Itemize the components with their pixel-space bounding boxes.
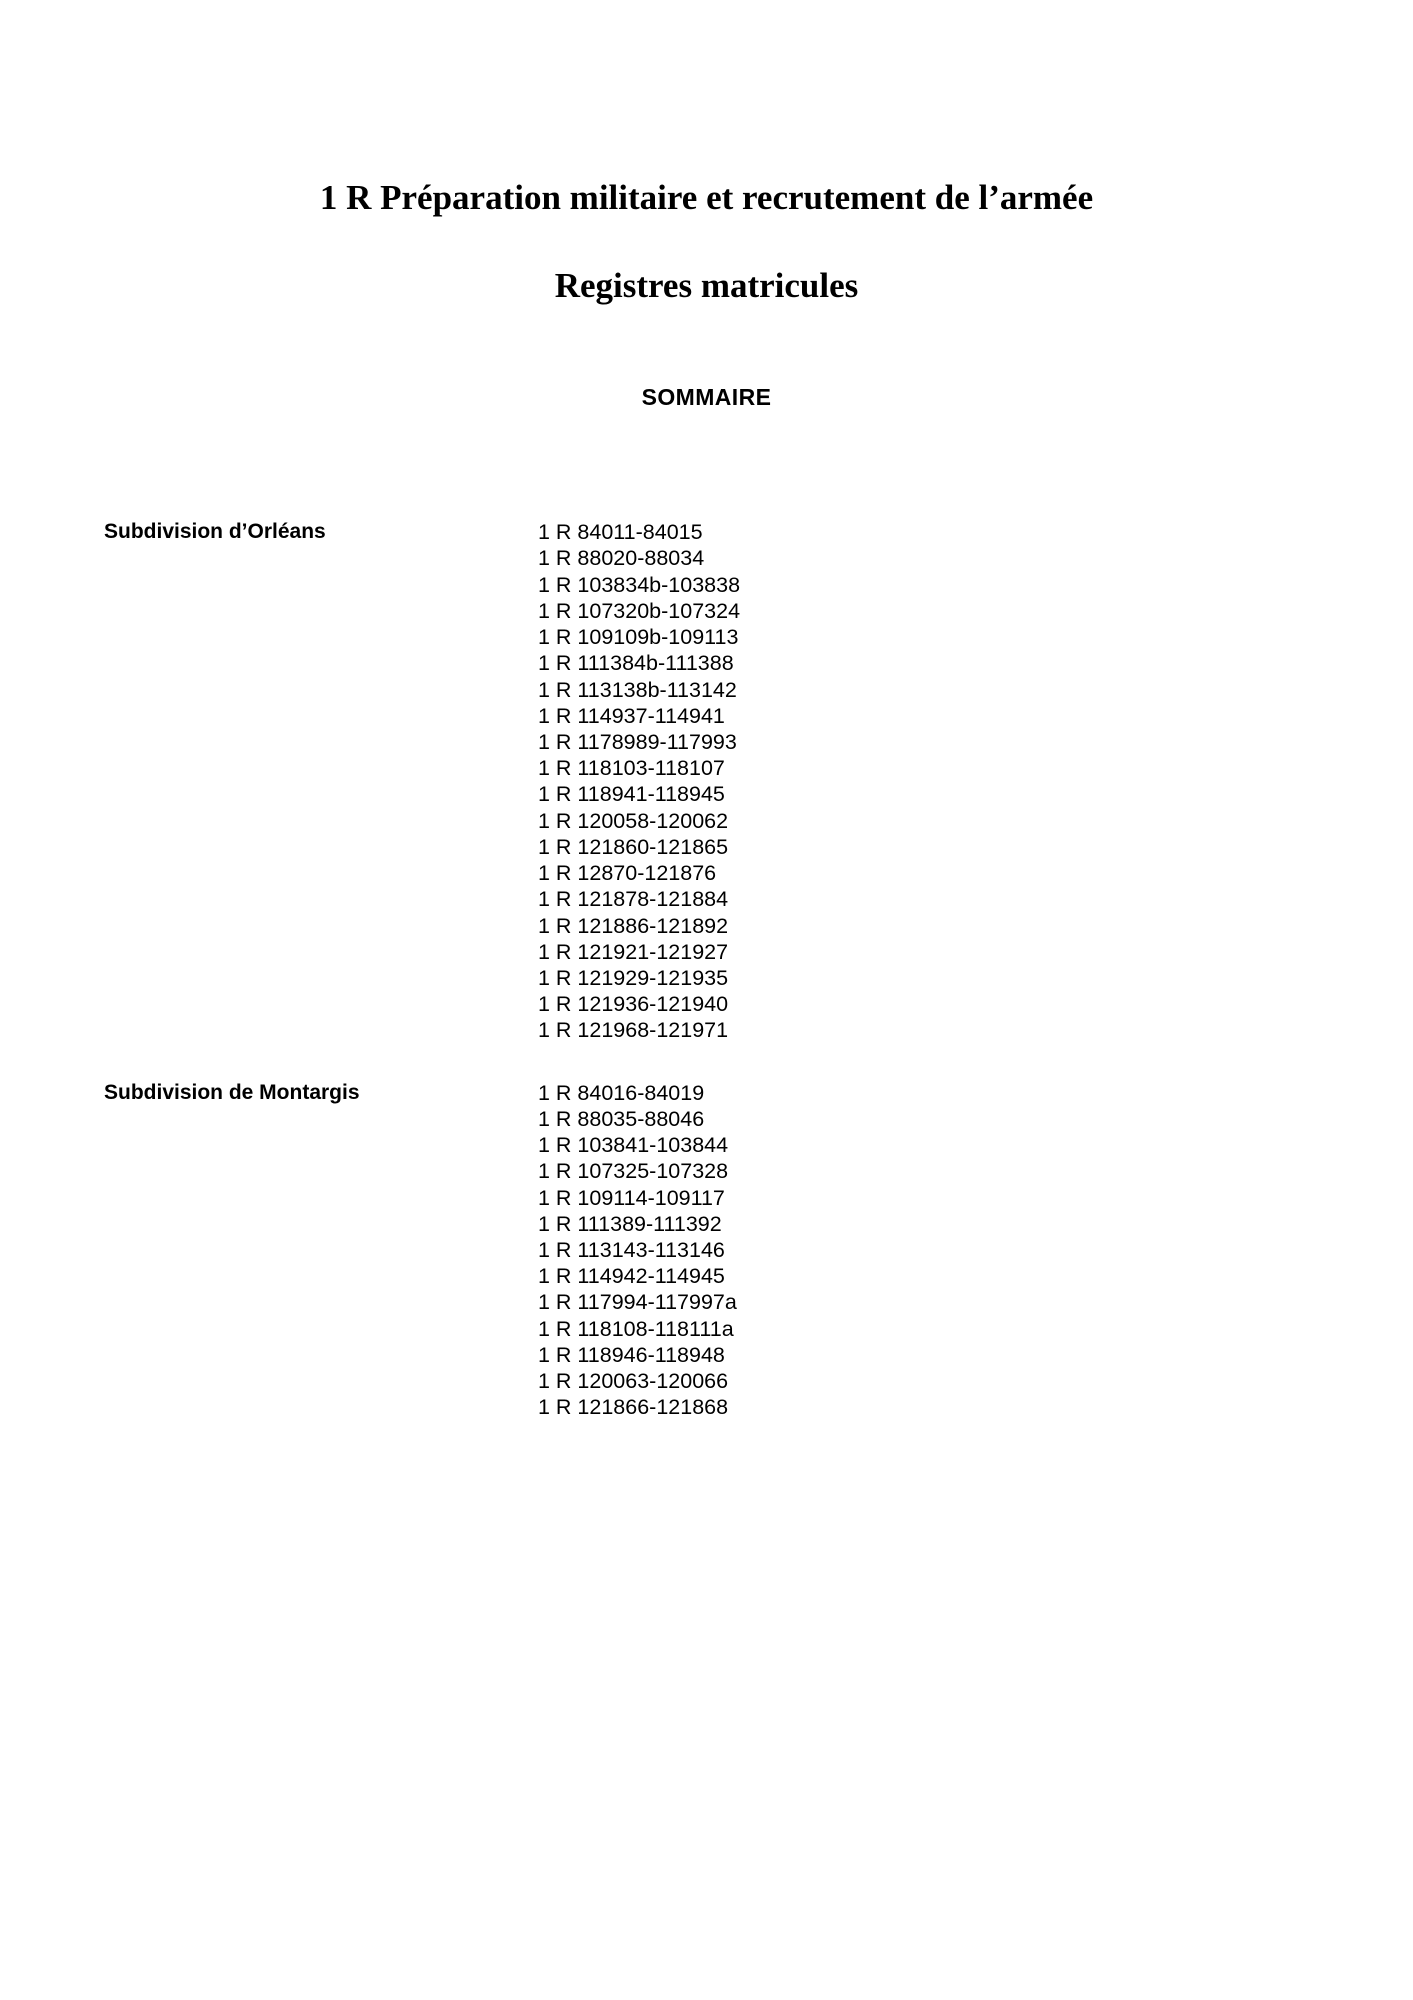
section-label: Subdivision de Montargis (104, 1080, 360, 1104)
list-item: 1 R 120058-120062 (538, 808, 729, 833)
list-item: 1 R 121886-121892 (538, 913, 729, 938)
section-orleans (0, 519, 1413, 1079)
list-item: 1 R 114942-114945 (538, 1264, 725, 1289)
page-subtitle: Registres matricules (554, 266, 859, 306)
list-item: 1 R 121921-121927 (538, 939, 729, 964)
list-item: 1 R 103834b-103838 (538, 572, 741, 597)
page-title: 1 R Préparation militaire et recrutement de l’armée (319, 178, 1094, 217)
list-item: 1 R 121968-121971 (538, 1018, 729, 1043)
list-item: 1 R 109114-109117 (538, 1185, 725, 1210)
list-item: 1 R 103841-103844 (538, 1133, 729, 1158)
title-block (0, 0, 1413, 306)
list-item: 1 R 121866-121868 (538, 1395, 729, 1420)
list-item: 1 R 12870-121876 (538, 861, 717, 886)
section-label: Subdivision d’Orléans (104, 520, 326, 544)
list-item: 1 R 121860-121865 (538, 834, 729, 859)
list-item: 1 R 118103-118107 (538, 756, 725, 781)
list-item: 1 R 109109b-109113 (538, 625, 739, 650)
list-item: 1 R 118946-118948 (538, 1342, 725, 1367)
list-item: 1 R 1178989-117993 (538, 730, 737, 754)
list-item: 1 R 113138b-113142 (538, 677, 737, 702)
list-item: 1 R 111389-111392 (538, 1211, 722, 1236)
section-montargis (0, 1080, 1413, 1457)
sommaire-sections (0, 411, 1413, 1456)
list-item: 1 R 88020-88034 (538, 546, 705, 571)
list-item: 1 R 111384b-111388 (538, 651, 734, 676)
list-item: 1 R 114937-114941 (538, 703, 725, 728)
list-item: 1 R 121878-121884 (538, 887, 729, 912)
section-entry-list (520, 519, 740, 1043)
list-item: 1 R 107325-107328 (538, 1159, 729, 1184)
sommaire-heading: SOMMAIRE (641, 384, 772, 411)
list-item: 1 R 120063-120066 (538, 1369, 729, 1394)
list-item: 1 R 84011-84015 (538, 520, 703, 545)
list-item: 1 R 121936-121940 (538, 992, 729, 1017)
list-item: 1 R 117994-117997a (538, 1290, 737, 1315)
list-item: 1 R 84016-84019 (538, 1080, 705, 1105)
list-item: 1 R 121929-121935 (538, 965, 729, 990)
list-item: 1 R 118108-118111a (538, 1316, 734, 1341)
list-item: 1 R 88035-88046 (538, 1106, 705, 1131)
list-item: 1 R 118941-118945 (538, 782, 725, 807)
list-item: 1 R 107320b-107324 (538, 598, 741, 623)
list-item: 1 R 113143-113146 (538, 1237, 725, 1262)
section-entry-list (520, 1080, 737, 1421)
